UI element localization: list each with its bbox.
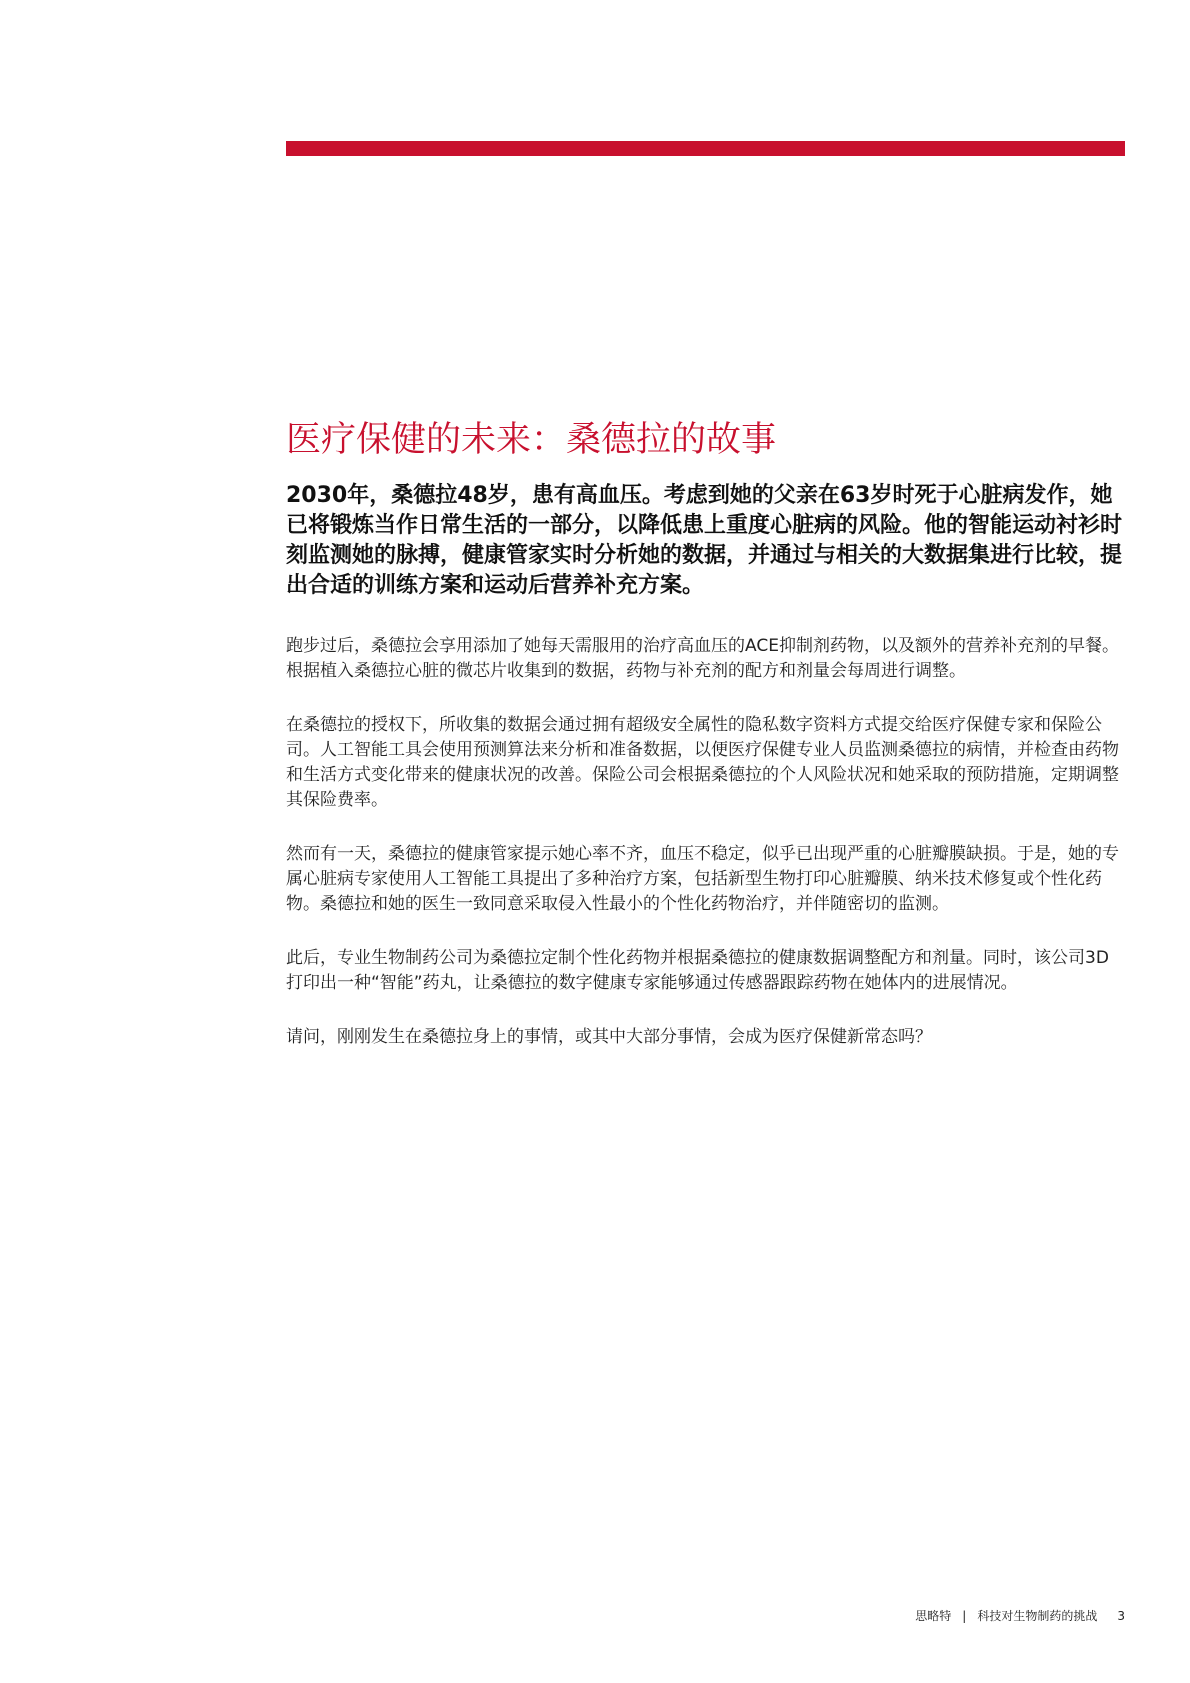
footer-report-title: 科技对生物制药的挑战 bbox=[977, 1609, 1098, 1623]
article-paragraph-4: 此后，专业生物制药公司为桑德拉定制个性化药物并根据桑德拉的健康数据调整配方和剂量。同时，该公司3D打印出一种“智能”药丸，让桑德拉的数字健康专家能够通过传感器跟踪药物在她体内的进展情况。 bbox=[286, 948, 1109, 993]
article-lead: 2030年，桑德拉48岁，患有高血压。考虑到她的父亲在63岁时死于心脏病发作，她已将锻炼当作日常生活的一部分，以降低患上重度心脏病的风险。他的智能运动衬衫时刻监测她的脉搏，健康管家实时分析她的数据，并通过与相关的大数据集进行比较，提出合适的训练方案和运动后营养补充方案。 bbox=[286, 483, 1123, 598]
article-title: 医疗保健的未来：桑德拉的故事 bbox=[286, 420, 777, 460]
header-accent-bar bbox=[286, 141, 1125, 156]
article-paragraph-1: 跑步过后，桑德拉会享用添加了她每天需服用的治疗高血压的ACE抑制剂药物，以及额外的营养补充剂的早餐。根据植入桑德拉心脏的微芯片收集到的数据，药物与补充剂的配方和剂量会每周进行调整。 bbox=[286, 636, 1119, 681]
page-footer bbox=[915, 1608, 1125, 1624]
page-number: 3 bbox=[1117, 1609, 1125, 1623]
footer-brand: 思略特 bbox=[915, 1609, 952, 1623]
article bbox=[286, 418, 1125, 1050]
article-paragraph-5: 请问，刚刚发生在桑德拉身上的事情，或其中大部分事情，会成为医疗保健新常态吗？ bbox=[286, 1027, 932, 1047]
footer-separator: | bbox=[962, 1609, 967, 1623]
article-paragraph-2: 在桑德拉的授权下，所收集的数据会通过拥有超级安全属性的隐私数字资料方式提交给医疗保健专家和保险公司。人工智能工具会使用预测算法来分析和准备数据，以便医疗保健专业人员监测桑德拉的病情，并检查由药物和生活方式变化带来的健康状况的改善。保险公司会根据桑德拉的个人风险状况和她采取的预防措施，定期调整其保险费率。 bbox=[286, 715, 1119, 810]
article-paragraph-3: 然而有一天，桑德拉的健康管家提示她心率不齐，血压不稳定，似乎已出现严重的心脏瓣膜缺损。于是，她的专属心脏病专家使用人工智能工具提出了多种治疗方案，包括新型生物打印心脏瓣膜、纳米技术修复或个性化药物。桑德拉和她的医生一致同意采取侵入性最小的个性化药物治疗，并伴随密切的监测。 bbox=[286, 844, 1119, 914]
